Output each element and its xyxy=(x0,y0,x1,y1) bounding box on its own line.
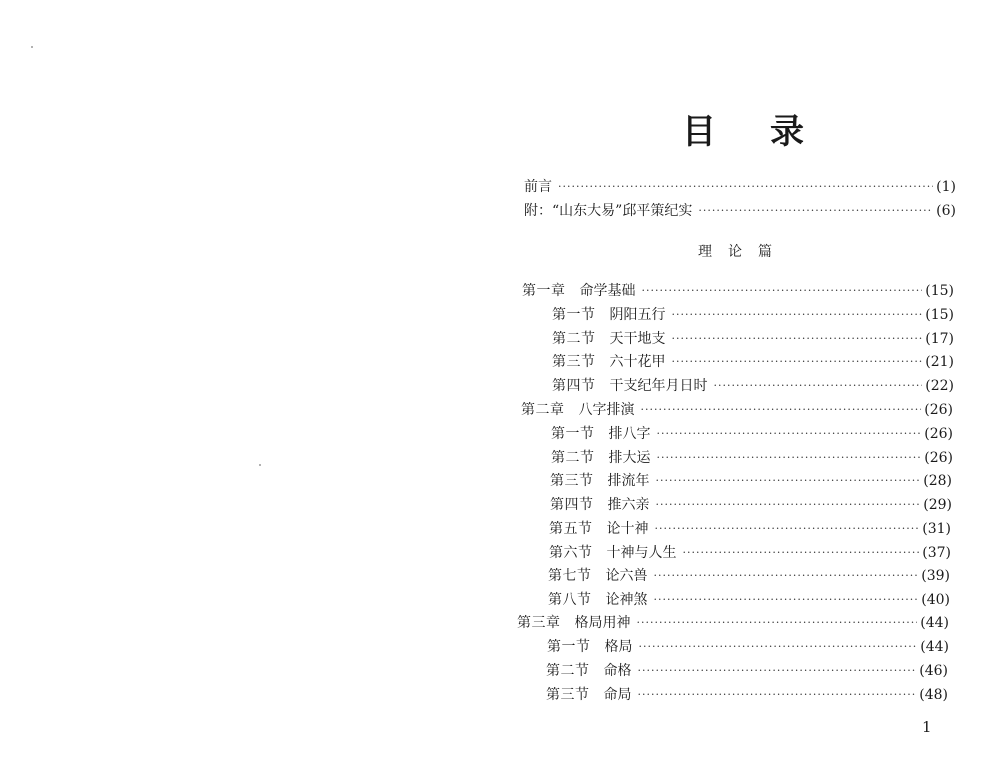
toc-entry-appendix[interactable] xyxy=(524,200,956,222)
section-number: 第三节 xyxy=(552,354,596,370)
toc-section[interactable] xyxy=(548,565,950,587)
toc-page-ref: (17) xyxy=(925,331,954,347)
section-number: 第一节 xyxy=(552,307,596,323)
dot-leader xyxy=(654,593,919,606)
dot-leader xyxy=(638,688,917,701)
section-number: 第四节 xyxy=(552,378,596,394)
section-title: 排大运 xyxy=(608,450,651,466)
page-title-char: 录 xyxy=(770,112,804,152)
toc-section[interactable] xyxy=(552,304,954,326)
toc-page-ref: (21) xyxy=(925,354,954,370)
section-number: 第六节 xyxy=(549,545,593,561)
toc-entry-label: 前言 xyxy=(524,179,552,195)
page-title-char: 目 xyxy=(682,112,716,152)
dot-leader xyxy=(672,332,923,345)
toc-chapter[interactable] xyxy=(522,280,954,302)
toc-section[interactable] xyxy=(551,423,953,445)
section-title: 十神与人生 xyxy=(606,545,677,561)
toc-chapter[interactable] xyxy=(517,612,949,634)
toc-page-ref: (44) xyxy=(920,615,949,631)
section-heading: 理论篇 xyxy=(698,244,788,260)
toc-section[interactable] xyxy=(549,518,951,540)
dot-leader xyxy=(698,204,933,217)
toc-page-ref: (26) xyxy=(924,426,953,442)
toc-page-ref: (48) xyxy=(919,687,948,703)
toc-page-ref: (44) xyxy=(920,639,949,655)
section-title: 排八字 xyxy=(608,426,651,442)
toc-page-ref: (6) xyxy=(936,203,956,219)
section-title: 格局 xyxy=(604,639,633,655)
page-number: 1 xyxy=(922,718,932,736)
chapter-title: 命学基础 xyxy=(579,283,636,299)
section-title: 命格 xyxy=(603,663,632,679)
toc-page-ref: (26) xyxy=(924,450,953,466)
toc-page-ref: (1) xyxy=(936,179,956,195)
section-title: 天干地支 xyxy=(609,331,666,347)
toc-page-ref: (15) xyxy=(925,307,954,323)
section-number: 第四节 xyxy=(550,497,594,513)
section-number: 第二节 xyxy=(552,331,596,347)
dot-leader xyxy=(683,546,920,559)
section-title: 命局 xyxy=(603,687,632,703)
chapter-number: 第三章 xyxy=(517,615,561,631)
chapter-number: 第一章 xyxy=(522,283,566,299)
section-number: 第二节 xyxy=(551,450,595,466)
chapter-number: 第二章 xyxy=(521,402,565,418)
section-number: 第二节 xyxy=(546,663,590,679)
dot-leader xyxy=(657,427,922,440)
toc-page-ref: (46) xyxy=(919,663,948,679)
dot-leader xyxy=(639,640,918,653)
dot-leader xyxy=(656,474,921,487)
section-title: 推六亲 xyxy=(607,497,650,513)
section-number: 第七节 xyxy=(548,568,592,584)
chapter-title: 八字排演 xyxy=(578,402,635,418)
toc-entry-label: 附：“山东大易”邱平策纪实 xyxy=(524,203,693,219)
dot-leader xyxy=(642,284,923,297)
dot-leader xyxy=(641,403,922,416)
toc-page-ref: (40) xyxy=(921,592,950,608)
dot-leader xyxy=(654,569,919,582)
toc-section[interactable] xyxy=(550,494,952,516)
toc-page-ref: (28) xyxy=(923,473,952,489)
toc-section[interactable] xyxy=(546,684,948,706)
section-title: 六十花甲 xyxy=(609,354,666,370)
toc-section[interactable] xyxy=(549,542,951,564)
dot-leader xyxy=(637,616,918,629)
dot-leader xyxy=(656,498,921,511)
toc-page-ref: (29) xyxy=(923,497,952,513)
dot-leader xyxy=(657,451,922,464)
scan-speck xyxy=(31,46,33,48)
toc-page-ref: (26) xyxy=(924,402,953,418)
section-title: 论神煞 xyxy=(605,592,648,608)
section-number: 第一节 xyxy=(551,426,595,442)
dot-leader xyxy=(638,664,917,677)
toc-page-ref: (15) xyxy=(925,283,954,299)
section-number: 第一节 xyxy=(547,639,591,655)
toc-entry-preface[interactable] xyxy=(524,176,956,198)
toc-section[interactable] xyxy=(552,328,954,350)
section-number: 第三节 xyxy=(550,473,594,489)
dot-leader xyxy=(672,355,923,368)
section-title: 论六兽 xyxy=(605,568,648,584)
dot-leader xyxy=(558,180,933,193)
dot-leader xyxy=(714,379,923,392)
toc-section[interactable] xyxy=(552,375,954,397)
chapter-title: 格局用神 xyxy=(574,615,631,631)
toc-section[interactable] xyxy=(546,660,948,682)
toc-page-ref: (37) xyxy=(922,545,951,561)
toc-section[interactable] xyxy=(548,589,950,611)
toc-section[interactable] xyxy=(550,470,952,492)
toc-section[interactable] xyxy=(547,636,949,658)
toc-page-ref: (39) xyxy=(921,568,950,584)
section-title: 干支纪年月日时 xyxy=(609,378,708,394)
dot-leader xyxy=(672,308,923,321)
scan-speck xyxy=(259,464,261,466)
section-title: 阴阳五行 xyxy=(609,307,666,323)
section-number: 第五节 xyxy=(549,521,593,537)
section-number: 第八节 xyxy=(548,592,592,608)
section-title: 论十神 xyxy=(606,521,649,537)
toc-page-ref: (22) xyxy=(925,378,954,394)
toc-page-ref: (31) xyxy=(922,521,951,537)
section-number: 第三节 xyxy=(546,687,590,703)
dot-leader xyxy=(655,522,920,535)
toc-section[interactable] xyxy=(552,351,954,373)
toc-chapter[interactable] xyxy=(521,399,953,421)
section-title: 排流年 xyxy=(607,473,650,489)
toc-section[interactable] xyxy=(551,447,953,469)
